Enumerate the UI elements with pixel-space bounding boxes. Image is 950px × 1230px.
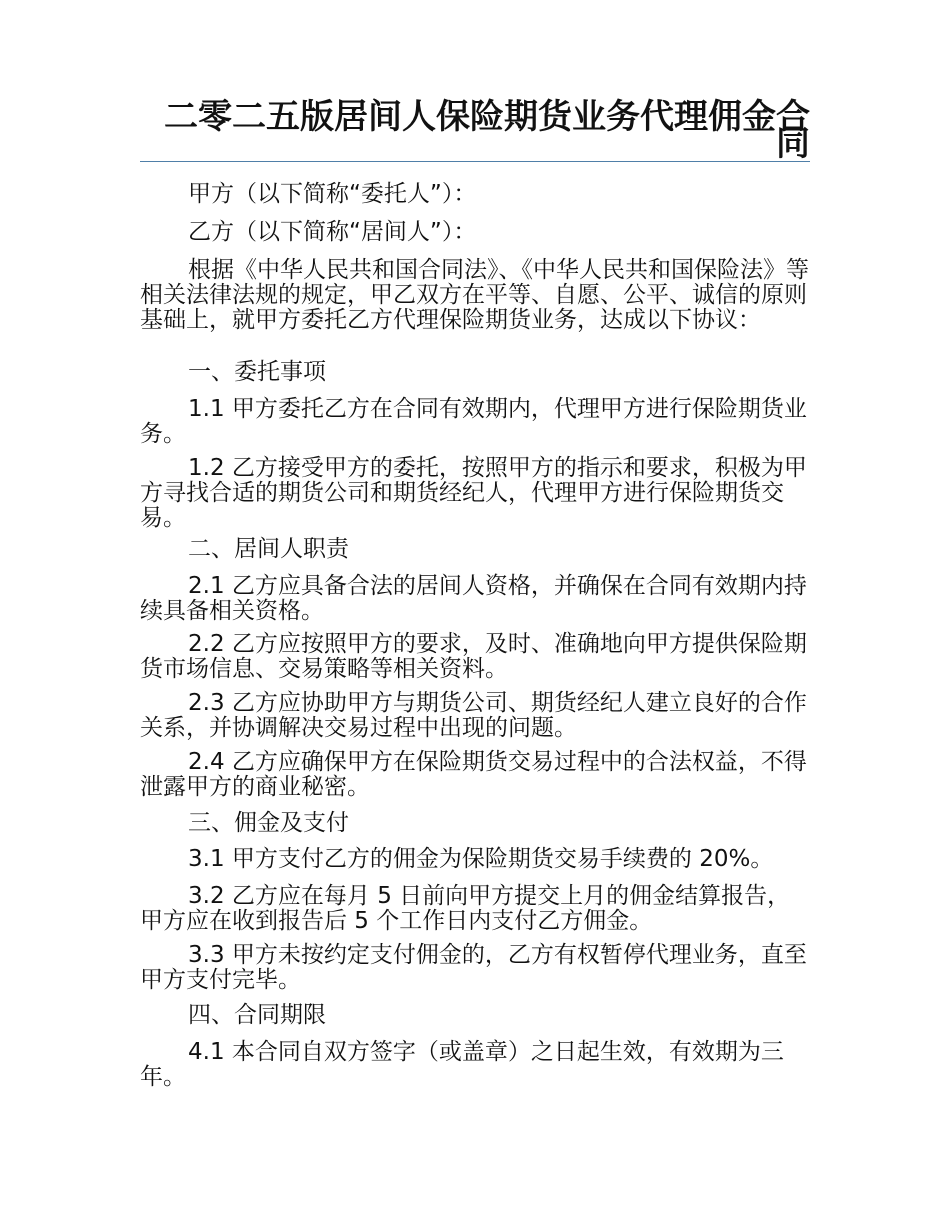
preamble-paragraph: 根据《中华人民共和国合同法》、《中华人民共和国保险法》等相关法律法规的规定，甲乙双方在平等、自愿、公平、诚信的原则基础上，就甲方委托乙方代理保险期货业务，达成以下协议： <box>140 257 809 333</box>
clause-2-1: 2.1 乙方应具备合法的居间人资格，并确保在合同有效期内持续具备相关资格。 <box>140 573 807 624</box>
clause-3-1: 3.1 甲方支付乙方的佣金为保险期货交易手续费的 20%。 <box>188 846 774 872</box>
clause-4-1: 4.1 本合同自双方签字（或盖章）之日起生效，有效期为三年。 <box>140 1039 784 1090</box>
clause-2-2: 2.2 乙方应按照甲方的要求，及时、准确地向甲方提供保险期货市场信息、交易策略等相关资料。 <box>140 631 807 682</box>
section-heading-1: 一、委托事项 <box>188 359 326 385</box>
document-title: 二零二五版居间人保险期货业务代理佣金合同 <box>164 97 810 164</box>
clause-3-2: 3.2 乙方应在每月 5 日前向甲方提交上月的佣金结算报告，甲方应在收到报告后 5 个工作日内支付乙方佣金。 <box>140 883 791 934</box>
section-heading-3: 三、佣金及支付 <box>188 810 349 836</box>
clause-2-4: 2.4 乙方应确保甲方在保险期货交易过程中的合法权益，不得泄露甲方的商业秘密。 <box>140 749 807 800</box>
clause-3-3: 3.3 甲方未按约定支付佣金的，乙方有权暂停代理业务，直至甲方支付完毕。 <box>140 942 807 993</box>
party-b-line: 乙方（以下简称“居间人”）： <box>188 219 477 245</box>
party-a-line: 甲方（以下简称“委托人”）： <box>188 181 477 207</box>
clause-2-3: 2.3 乙方应协助甲方与期货公司、期货经纪人建立良好的合作关系，并协调解决交易过程中出现的问题。 <box>140 690 807 741</box>
title-underline <box>140 161 810 162</box>
clause-1-1: 1.1 甲方委托乙方在合同有效期内，代理甲方进行保险期货业务。 <box>140 396 807 447</box>
section-heading-4: 四、合同期限 <box>188 1002 326 1028</box>
section-heading-2: 二、居间人职责 <box>188 536 349 562</box>
clause-1-2: 1.2 乙方接受甲方的委托，按照甲方的指示和要求，积极为甲方寻找合适的期货公司和期货经纪人，代理甲方进行保险期货交易。 <box>140 455 807 531</box>
